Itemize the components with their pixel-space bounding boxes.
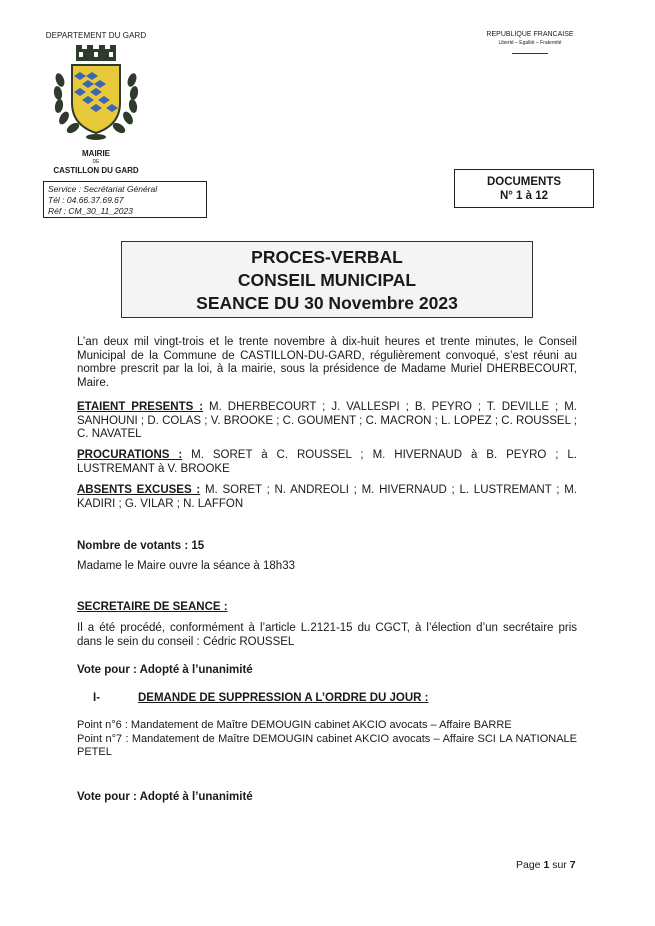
- page-number: 1: [543, 859, 550, 871]
- section-heading: [93, 692, 429, 704]
- presents-paragraph: [77, 401, 577, 442]
- votants-count: Nombre de votants : 15: [77, 540, 205, 552]
- vote-result-1: Vote pour : Adopté à l’unanimité: [77, 664, 253, 676]
- absents-label: ABSENTS EXCUSES :: [77, 484, 201, 496]
- opening-statement: Madame le Maire ouvre la séance à 18h33: [77, 560, 295, 572]
- vote-result-2: Vote pour : Adopté à l’unanimité: [77, 791, 253, 803]
- coat-of-arms-icon: [50, 45, 142, 145]
- documents-label: DOCUMENTS: [486, 176, 562, 188]
- page-footer: [516, 859, 576, 871]
- secretaire-heading: SECRETAIRE DE SEANCE :: [77, 601, 228, 613]
- department-name: DEPARTEMENT DU GARD: [45, 31, 147, 40]
- documents-box: [454, 169, 594, 208]
- mairie-label: MAIRIE: [82, 149, 110, 158]
- documents-range: N° 1 à 12: [499, 190, 549, 202]
- procurations-list: M. SORET à C. ROUSSEL ; M. HIVERNAUD à B. PEYRO ; L. LUSTREMANT à V. BROOKE: [77, 449, 577, 475]
- section-number: I-: [93, 692, 101, 704]
- presents-label: ETAIENT PRESENTS :: [77, 401, 204, 413]
- service-box: [43, 181, 207, 218]
- header-left: [40, 31, 152, 175]
- service-line: Service : Secrétariat Général: [48, 184, 158, 194]
- procurations-paragraph: [77, 449, 577, 476]
- point-6: Point n°6 : Mandatement de Maître DEMOUGIN cabinet AKCIO avocats – Affaire BARRE: [77, 719, 512, 731]
- intro-paragraph: L’an deux mil vingt-trois et le trente novembre à dix-huit heures et trente minutes, le Conseil Municipal de la Commune de CASTILLON-DU-GARD, régulièrement convoqué, s’est réuni au nombre prescrit par la loi, à la mairie, sous la présidence de Madame Muriel DHERBECOURT, Maire.: [77, 336, 577, 389]
- secretaire-text: Il a été procédé, conformément à l’article L.2121-15 du CGCT, à l’élection d’un secrétaire pris dans le sein du conseil : Cédric ROUSSEL: [77, 622, 577, 648]
- header-divider: [512, 53, 548, 54]
- de-label: DE: [92, 159, 100, 165]
- procurations-label: PROCURATIONS :: [77, 449, 183, 461]
- page-total: 7: [569, 859, 576, 871]
- title-line-2: CONSEIL MUNICIPAL: [237, 270, 417, 290]
- republique-label: REPUBLIQUE FRANCAISE: [486, 31, 574, 38]
- absents-paragraph: [77, 484, 577, 511]
- page-sur: sur: [549, 859, 570, 871]
- phone-line: Tél : 04.66.37.69.67: [48, 195, 124, 205]
- absents-list: M. SORET ; N. ANDREOLI ; M. HIVERNAUD ; L. LUSTREMANT ; M. KADIRI ; G. VILAR ; N. LAFFON: [77, 484, 577, 510]
- section-title: DEMANDE DE SUPPRESSION A L’ORDRE DU JOUR :: [138, 692, 429, 704]
- presents-list: M. DHERBECOURT ; J. VALLESPI ; B. PEYRO ; T. DEVILLE ; M. SANHOUNI ; D. COLAS ; V. BROOKE ; C. GOUMENT ; C. MACRON ; L. LOPEZ ; C. ROUSSEL ; C. NAVATEL: [77, 401, 577, 440]
- header-right: [455, 31, 605, 54]
- devise-label: Liberté – Egalité – Fraternité: [498, 40, 562, 46]
- commune-name: CASTILLON DU GARD: [53, 166, 139, 175]
- title-line-3: SEANCE DU 30 Novembre 2023: [196, 293, 458, 313]
- point-7: Point n°7 : Mandatement de Maître DEMOUGIN cabinet AKCIO avocats – Affaire SCI LA NATIONALE PETEL: [77, 733, 577, 758]
- page-label: Page: [516, 859, 544, 871]
- title-line-1: PROCES-VERBAL: [251, 247, 403, 267]
- title-box: [121, 241, 533, 318]
- reference-line: Réf : CM_30_11_2023: [48, 206, 133, 216]
